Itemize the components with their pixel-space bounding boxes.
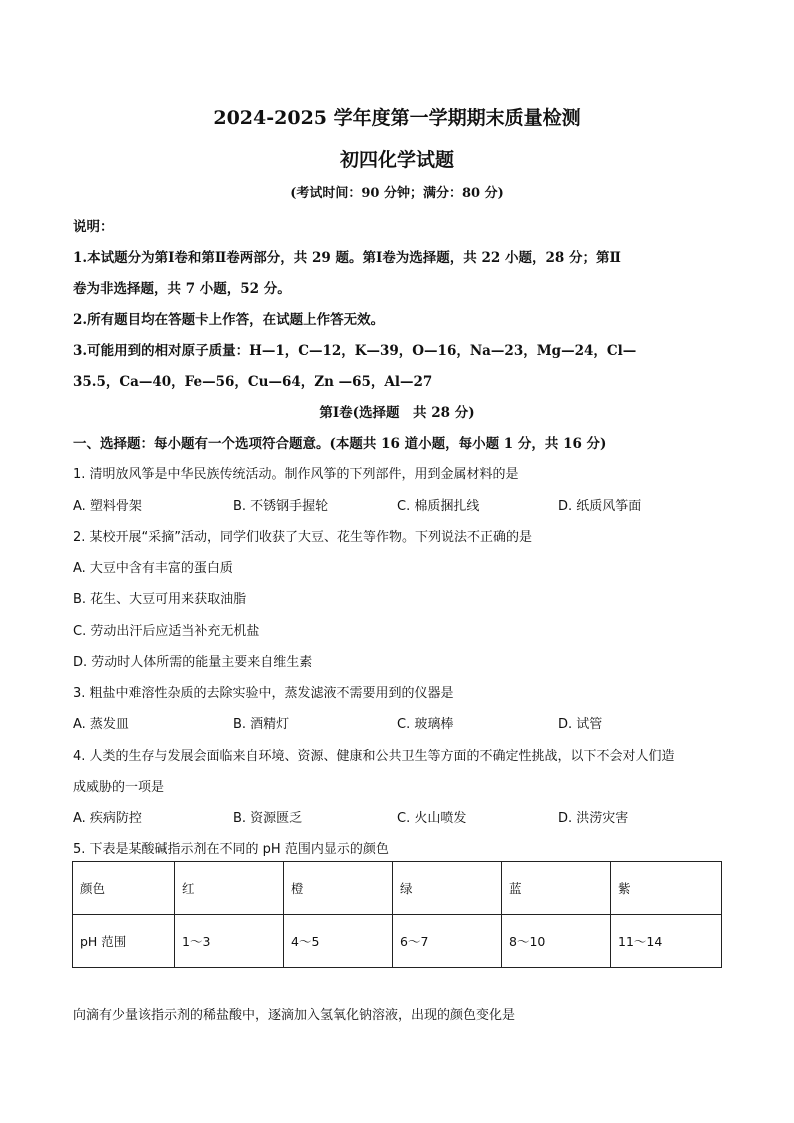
question-2-option-b: B. 花生、大豆可用来获取油脂 <box>73 592 247 607</box>
table-cell: 紫 <box>611 862 722 915</box>
question-4-option-b: B. 资源匮乏 <box>233 811 303 826</box>
question-4-option-d: D. 洪涝灾害 <box>558 811 629 826</box>
question-3-option-d: D. 试管 <box>558 717 603 732</box>
table-cell: 1～3 <box>175 915 284 968</box>
question-4-option-a: A. 疾病防控 <box>73 811 142 826</box>
question-5-followup: 向滴有少量该指示剂的稀盐酸中，逐滴加入氢氧化钠溶液，出现的颜色变化是 <box>73 1008 516 1023</box>
question-3-option-c: C. 玻璃棒 <box>397 717 454 732</box>
table-cell: 11～14 <box>611 915 722 968</box>
table-cell: 颜色 <box>73 862 175 915</box>
question-2-option-c: C. 劳动出汗后应适当补充无机盐 <box>73 624 260 639</box>
ph-color-table <box>72 861 722 968</box>
question-1-option-d: D. 纸质风筝面 <box>558 499 642 514</box>
question-3-stem: 3. 粗盐中难溶性杂质的去除实验中，蒸发滤液不需要用到的仪器是 <box>73 686 454 701</box>
table-row <box>73 915 722 968</box>
table-cell: 橙 <box>284 862 393 915</box>
question-1-stem: 1. 清明放风筝是中华民族传统活动。制作风筝的下列部件，用到金属材料的是 <box>73 467 519 482</box>
table-cell: pH 范围 <box>73 915 175 968</box>
table-cell: 8～10 <box>502 915 611 968</box>
note-line-2: 2.所有题目均在答题卡上作答，在试题上作答无效。 <box>73 312 385 328</box>
table-cell: 绿 <box>393 862 502 915</box>
table-cell: 6～7 <box>393 915 502 968</box>
question-1-option-c: C. 棉质捆扎线 <box>397 499 480 514</box>
note-line-1a: 1.本试题分为第Ⅰ卷和第Ⅱ卷两部分，共 29 题。第Ⅰ卷为选择题，共 22 小题，28 分；第Ⅱ <box>73 250 621 266</box>
question-2-option-a: A. 大豆中含有丰富的蛋白质 <box>73 561 233 576</box>
question-1-option-a: A. 塑料骨架 <box>73 499 142 514</box>
note-line-1b: 卷为非选择题，共 7 小题，52 分。 <box>73 281 291 297</box>
question-3-option-a: A. 蒸发皿 <box>73 717 129 732</box>
question-4-stem-a: 4. 人类的生存与发展会面临来自环境、资源、健康和公共卫生等方面的不确定性挑战，以下不会对人们造 <box>73 749 675 764</box>
table-row <box>73 862 722 915</box>
question-2-stem: 2. 某校开展“采摘”活动，同学们收获了大豆、花生等作物。下列说法不正确的是 <box>73 530 533 545</box>
section-heading: 一、选择题：每小题有一个选项符合题意。(本题共 16 道小题，每小题 1 分，共 16 分) <box>73 436 607 452</box>
question-3-option-b: B. 酒精灯 <box>233 717 290 732</box>
part-title: 第Ⅰ卷(选择题 共 28 分) <box>319 405 475 421</box>
table-cell: 4～5 <box>284 915 393 968</box>
notes-heading: 说明： <box>73 219 114 235</box>
question-4-option-c: C. 火山喷发 <box>397 811 467 826</box>
question-2-option-d: D. 劳动时人体所需的能量主要来自维生素 <box>73 655 313 670</box>
table-cell: 蓝 <box>502 862 611 915</box>
note-line-3b: 35.5，Ca—40，Fe—56，Cu—64，Zn —65，Al—27 <box>73 374 433 390</box>
exam-title: 2024-2025 学年度第一学期期末质量检测 <box>213 107 581 129</box>
question-1-option-b: B. 不锈钢手握轮 <box>233 499 329 514</box>
note-line-3a: 3.可能用到的相对原子质量：H—1，C—12，K—39，O—16，Na—23，Mg—24，Cl— <box>73 343 637 359</box>
question-4-stem-b: 成威胁的一项是 <box>73 780 165 795</box>
exam-info: (考试时间：90 分钟；满分：80 分) <box>290 186 504 201</box>
subject-title: 初四化学试题 <box>339 149 454 171</box>
question-5-stem: 5. 下表是某酸碱指示剂在不同的 pH 范围内显示的颜色 <box>73 842 389 857</box>
table-cell: 红 <box>175 862 284 915</box>
